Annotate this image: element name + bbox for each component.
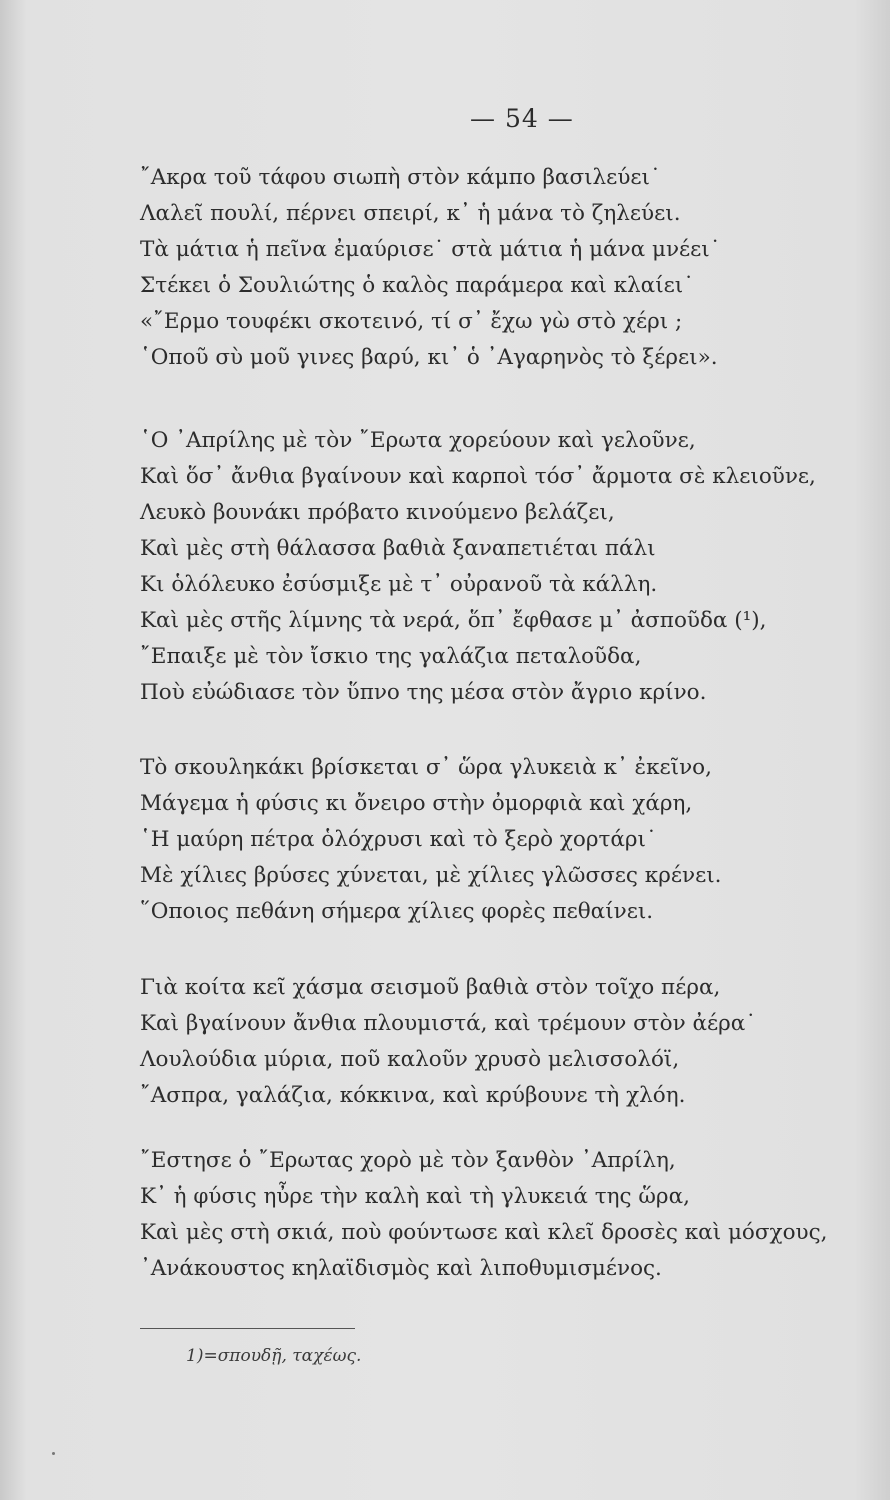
verse-line: ᾽Ανάκουστος κηλαϊδισμὸς καὶ λιποθυμισμένος. (140, 1256, 662, 1281)
verse-line: ῞Οποιος πεθάνη σήμερα χίλιες φορὲς πεθαίνει. (140, 899, 654, 924)
verse-line: ῎Επαιξε μὲ τὸν ἴσκιο της γαλάζια πεταλοῦδα, (140, 644, 642, 669)
verse-line: Κ᾽ ἡ φύσις ηὖρε τὴν καλὴ καὶ τὴ γλυκειά της ὥρα, (140, 1184, 690, 1209)
verse-line: Μὲ χίλιες βρύσες χύνεται, μὲ χίλιες γλῶσσες κρένει. (140, 863, 722, 888)
verse-line: ῎Ακρα τοῦ τάφου σιωπὴ στὸν κάμπο βασιλεύει˙ (140, 165, 661, 190)
verse-line: ῾Ο ᾽Απρίλης μὲ τὸν ῎Ερωτα χορεύουν καὶ γελοῦνε, (140, 428, 696, 453)
verse-line: Κι ὁλόλευκο ἐσύσμιξε μὲ τ᾽ οὐρανοῦ τὰ κάλλη. (140, 572, 658, 597)
stanza-5 (140, 1143, 827, 1287)
verse-line: ῎Ασπρα, γαλάζια, κόκκινα, καὶ κρύβουνε τὴ χλόη. (140, 1083, 686, 1108)
verse-line: Τὰ μάτια ἡ πεῖνα ἐμαύρισε˙ στὰ μάτια ἡ μάνα μνέει˙ (140, 237, 721, 262)
verse-line: Γιὰ κοίτα κεῖ χάσμα σεισμοῦ βαθιὰ στὸν τοῖχο πέρα, (140, 975, 721, 1000)
verse-line: Λουλούδια μύρια, ποῦ καλοῦν χρυσὸ μελισσολόϊ, (140, 1047, 680, 1072)
verse-line: Ποὺ εὐώδιασε τὸν ὕπνο της μέσα στὸν ἄγριο κρίνο. (140, 680, 707, 705)
stanza-4 (140, 970, 756, 1114)
verse-line: ῾Η μαύρη πέτρα ὁλόχρυσι καὶ τὸ ξερὸ χορτάρι˙ (140, 827, 657, 852)
stanza-1 (140, 160, 721, 376)
footnote: 1)=σπουδῇ, ταχέως. (186, 1346, 362, 1366)
footnote-divider (140, 1328, 355, 1329)
verse-line: Καὶ ὅσ᾽ ἄνθια βγαίνουν καὶ καρποὶ τόσ᾽ ἄρμοτα σὲ κλειοῦνε, (140, 464, 816, 489)
verse-line: Λευκὸ βουνάκι πρόβατο κινούμενο βελάζει, (140, 500, 615, 525)
verse-line: ῾Οποῦ σὺ μοῦ γινες βαρύ, κι᾽ ὁ ᾽Αγαρηνὸς τὸ ξέρει». (140, 345, 718, 370)
verse-line: Καὶ μὲς στὴ θάλασσα βαθιὰ ξαναπετιέται πάλι (140, 536, 656, 561)
verse-line: Καὶ μὲς στῆς λίμνης τὰ νερά, ὅπ᾽ ἔφθασε μ᾽ ἀσποῦδα (¹), (140, 608, 767, 633)
verse-line: Καὶ βγαίνουν ἄνθια πλουμιστά, καὶ τρέμουν στὸν ἀέρα˙ (140, 1011, 757, 1036)
stanza-3 (140, 750, 722, 930)
paper-speck (52, 1452, 55, 1455)
verse-line: Λαλεῖ πουλί, πέρνει σπειρί, κ᾽ ἡ μάνα τὸ ζηλεύει. (140, 201, 681, 226)
verse-line: Στέκει ὁ Σουλιώτης ὁ καλὸς παράμερα καὶ κλαίει˙ (140, 273, 694, 298)
verse-line: ῎Εστησε ὁ ῎Ερωτας χορὸ μὲ τὸν ξανθὸν ᾽Απρίλη, (140, 1148, 676, 1173)
page-number: — 54 — (470, 104, 574, 133)
verse-line: Καὶ μὲς στὴ σκιά, ποὺ φούντωσε καὶ κλεῖ δροσὲς καὶ μόσχους, (140, 1220, 828, 1245)
verse-line: «῎Ερμο τουφέκι σκοτεινό, τί σ᾽ ἔχω γὼ στὸ χέρι ; (140, 309, 683, 334)
verse-line: Μάγεμα ἡ φύσις κι ὄνειρο στὴν ὀμορφιὰ καὶ χάρη, (140, 791, 693, 816)
verse-line: Τὸ σκουληκάκι βρίσκεται σ᾽ ὥρα γλυκειὰ κ᾽ ἐκεῖνο, (140, 755, 712, 780)
stanza-2 (140, 423, 816, 711)
